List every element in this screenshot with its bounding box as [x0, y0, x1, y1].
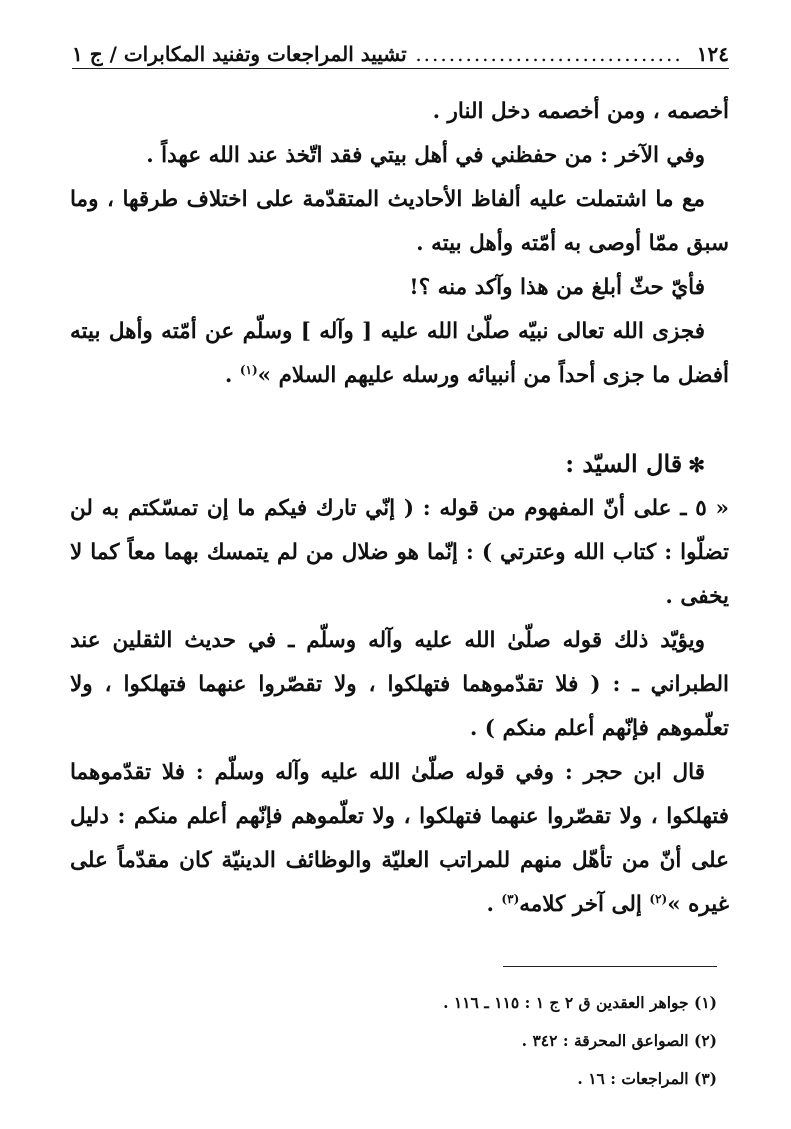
paragraph: أخصمه ، ومن أخصمه دخل النار . [432, 99, 729, 124]
footnote: (١) جواهر العقدين ق ٢ ج ١ : ١١٥ ـ ١١٦ . [443, 993, 717, 1012]
footnote-ref: (٢) [649, 891, 668, 906]
footnote-ref: (٣) [501, 891, 520, 906]
header-leader-dots [413, 42, 683, 66]
paragraph-end: . [224, 363, 240, 388]
paragraph [70, 310, 729, 398]
section-heading [70, 442, 729, 487]
paragraph-end: . [486, 892, 502, 917]
paragraph: « ٥ ـ على أنّ المفهوم من قوله : ( إنّي تارك فيكم ما إن تمسّكتم به لن تضلّوا : كتاب الله وعترتي ) : إنّما هو ضلال من لم يتمسك بهما معاً كما لا يخفى . [70, 496, 729, 609]
header-rule [72, 68, 729, 69]
footnote-ref: (١) [239, 362, 258, 377]
book-title: تشييد المراجعات وتفنيد المكابرات / ج ١ [72, 42, 407, 66]
asterisk-icon: ✻ [688, 453, 705, 477]
footnote-rule [503, 966, 717, 967]
paragraph-text: إلى آخر كلامه [519, 892, 650, 917]
paragraph-text: قال ابن حجر : وفي قوله صلّىٰ الله عليه وآله وسلّم : فلا تقدّموهما فتهلكوا ، ولا تقصّروا عنهما فتهلكوا ، ولا تعلّموهم فإنّهم أعلم منكم : دليل على أنّ من تأهّل منهم للمراتب العليّة والوظائف الدينيّة كان مقدّماً على غيره » [70, 760, 729, 917]
paragraph: فأيّ حثّ أبلغ من هذا وآكد منه ؟! [409, 275, 705, 300]
footnote: (٣) المراجعات : ١٦ . [577, 1069, 717, 1088]
page-number: ١٢٤ [696, 42, 729, 66]
paragraph: وفي الآخر : من حفظني في أهل بيتي فقد اتّخذ عند الله عهداً . [146, 143, 705, 168]
paragraph: ويؤيّد ذلك قوله صلّىٰ الله عليه وآله وسلّم ـ في حديث الثقلين عند الطبراني ـ : ( فلا تقدّموهما فتهلكوا ، ولا تقصّروا عنهما فتهلكوا ، ولا تعلّموهم فإنّهم أعلم منكم ) . [70, 628, 729, 741]
running-header [72, 30, 729, 66]
paragraph-text: فجزى الله تعالى نبيّه صلّىٰ الله عليه [ وآله ] وسلّم عن أمّته وأهل بيته أفضل ما جزى أحداً من أنبيائه ورسله عليهم السلام » [70, 319, 729, 388]
section-title: قال السيّد : [565, 449, 683, 478]
footnote: (٢) الصواعق المحرقة : ٣٤٢ . [521, 1031, 717, 1050]
paragraph [70, 751, 729, 927]
paragraph: مع ما اشتملت عليه ألفاظ الأحاديث المتقدّمة على اختلاف طرقها ، وما سبق ممّا أوصى به أمّته وأهل بيته . [70, 187, 729, 256]
main-text [70, 90, 729, 927]
footnotes [200, 984, 717, 1098]
